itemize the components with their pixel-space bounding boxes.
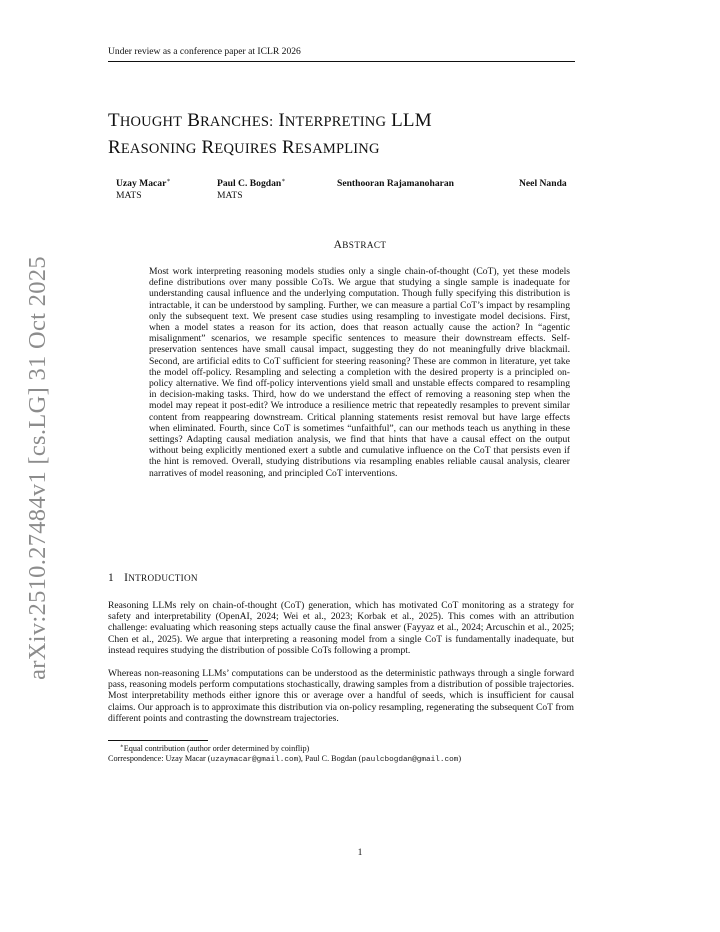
- author-block-3: [337, 178, 454, 190]
- intro-paragraph-2: Whereas non-reasoning LLMs’ computations can be understood as the deterministic pathways through a single forward pass, reasoning models perform computations stochastically, drawing samples from a distribution of possible trajectories. Most interpretability methods either ignore this or average over a handful of seeds, which is insufficient for causal claims. Our approach is to approximate this distribution via on-policy resampling, regenerating the subsequent CoT from different points and contrasting the downstream trajectories.: [108, 668, 574, 724]
- title-word: LLM: [391, 110, 432, 131]
- author-name: Paul C. Bogdan: [217, 178, 282, 189]
- title-line-2: [108, 135, 432, 162]
- abstract-body: Most work interpreting reasoning models studies only a single chain-of-thought (CoT), yet these models define distributions over many possible CoTs. We argue that studying a single sample is inadequate for understanding causal influence and the underlying computation. Though fully specifying this distribution is intractable, it can be understood by sampling. Further, we can measure a partial CoT’s impact by resampling only the subsequent text. We present case studies using resampling to investigate model decisions. First, when a model states a reason for its action, does that reason actually cause the action? In “agentic misalignment” scenarios, we resample specific sentences to measure their downstream effects. Self-preservation sentences have small causal impact, suggesting they do not meaningfully drive blackmail. Second, are artificial edits to CoT sufficient for steering reasoning? These are common in literature, yet take the model off-policy. Resampling and selecting a completion with the desired property is a principled on-policy alternative. We find off-policy interventions yield small and unstable effects compared to resampling in decision-making tasks. Third, how do we understand the effect of removing a reasoning step when the model may repeat it post-edit? We introduce a resilience metric that repeatedly resamples to prevent similar content from reappearing downstream. Critical planning statements resist removal but have large effects when eliminated. Fourth, since CoT is sometimes “unfaithful”, can our methods teach us anything in these settings? Adapting causal mediation analysis, we find that hints that have a causal effect on the output without being explicitly mentioned exert a subtle and cumulative influence on the CoT that persists even if the hint is removed. Overall, studying distributions via resampling enables reliable causal analysis, clearer narratives of model reasoning, and principled CoT interventions.: [149, 266, 570, 479]
- abstract-heading: ABSTRACT: [333, 239, 387, 251]
- footnote-rule: [108, 740, 208, 741]
- email-link-bogdan[interactable]: paulcbogdan@gmail.com: [361, 756, 459, 764]
- footnote-mark: ∗: [120, 743, 124, 750]
- equal-contribution-mark: ∗: [166, 177, 171, 184]
- author-block-1: [116, 178, 170, 202]
- footnote: ∗Equal contribution (author order determined by coinflip) Correspondence: Uzay Macar (uzaymacar@gmail.com), Paul C. Bogdan (paulcbogdan@gmail.com): [108, 743, 462, 764]
- title-word: REASONING: [108, 137, 197, 158]
- title-line-1: [108, 108, 432, 135]
- author-block-4: [519, 178, 567, 190]
- paper-title: [108, 108, 432, 162]
- author-name: Senthooran Rajamanoharan: [337, 178, 455, 189]
- section-number: 1: [108, 572, 115, 584]
- title-word: INTERPRETING: [278, 110, 387, 131]
- header-rule: [108, 61, 575, 62]
- title-word: THOUGHT: [108, 110, 183, 131]
- arxiv-stamp-text: arXiv:2510.27484v1 [cs.LG] 31 Oct 2025: [24, 256, 51, 680]
- title-word: RESAMPLING: [282, 137, 380, 158]
- equal-contribution-mark: ∗: [281, 177, 286, 184]
- title-word: BRANCHES:: [187, 110, 274, 131]
- page-number: 1: [357, 847, 363, 858]
- author-affiliation: MATS: [116, 190, 142, 201]
- footnote-equal-contribution: Equal contribution (author order determined by coinflip): [123, 744, 310, 753]
- email-link-macar[interactable]: uzaymacar@gmail.com: [210, 756, 299, 764]
- section-heading-introduction: 1 INTRODUCTION: [108, 572, 198, 584]
- intro-paragraph-1: Reasoning LLMs rely on chain-of-thought (CoT) generation, which has motivated CoT monitoring as a strategy for safety and interpretability (OpenAI, 2024; Wei et al., 2023; Korbak et al., 2025). This comes with an attribution challenge: evaluating which reasoning steps actually cause the final answer (Fayyaz et al., 2024; Arcuschin et al., 2025; Chen et al., 2025). We argue that interpreting a reasoning model from a single CoT is fundamentally inadequate, but instead requires studying the distribution of possible CoTs following a prompt.: [108, 600, 574, 656]
- author-name: Neel Nanda: [519, 178, 567, 189]
- author-affiliation: MATS: [217, 190, 243, 201]
- author-block-2: [217, 178, 285, 202]
- author-name: Uzay Macar: [116, 178, 167, 189]
- title-word: REQUIRES: [201, 137, 278, 158]
- venue-note: Under review as a conference paper at ICLR 2026: [108, 46, 301, 57]
